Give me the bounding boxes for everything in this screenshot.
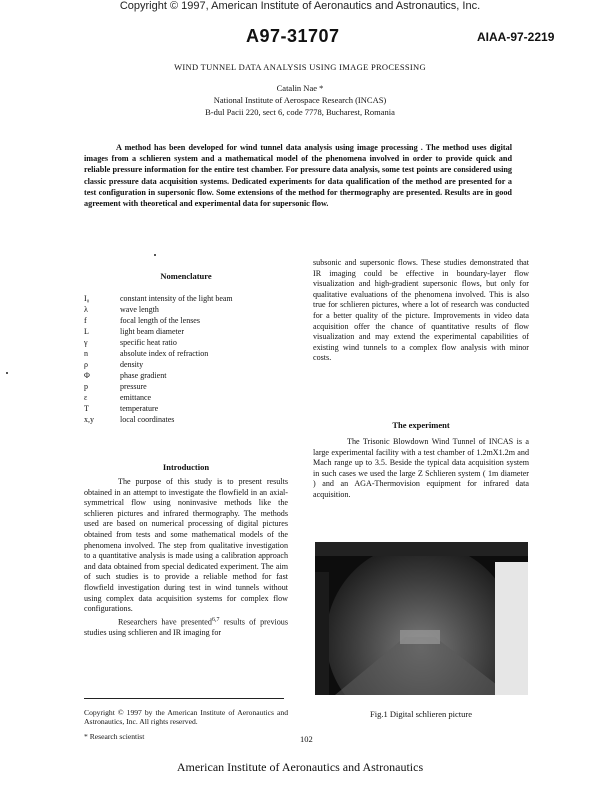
nomenclature-row [84,316,294,327]
nomenclature-row [84,360,294,371]
nomenclature-symbol: Φ [84,371,90,380]
footnote-rule [84,698,284,699]
nomenclature-symbol: x,y [84,415,94,424]
author-affiliation: National Institute of Aerospace Research (INCAS) [213,95,387,105]
nomenclature-row [84,393,294,404]
accession-number: A97-31707 [246,26,340,46]
intro-paragraph-1: The purpose of this study is to present results obtained in an attempt to investigate the flowfield in an axial-symmetrical flow using noninvasive methods like the schlieren pictures and infrared thermography. The methods used are based on numerical processing of digital pictures obtained from tests and some mathematical models of the phenomena involved. The step from qualitative investigation to a quantitative analysis is made using a calibration approach and data obtained from special dedicated experiment. The aim of such studies is to provide a reliable method for fast flowfield investigation during test in wind tunnels without using complex data acquisition systems for complex flow configurations. [84,477,288,614]
nomenclature-symbol: ρ [84,360,88,369]
author-address: B-dul Pacii 220, sect 6, code 7778, Bucharest, Romania [205,107,395,117]
copyright-header: Copyright © 1997, American Institute of Aeronautics and Astronautics, Inc. [119,0,481,12]
nomenclature-definition: local coordinates [120,415,175,424]
paper-title: WIND TUNNEL DATA ANALYSIS USING IMAGE PROCESSING [174,62,426,72]
page-number: 102 [300,734,313,744]
nomenclature-definition: focal length of the lenses [120,316,200,325]
intro-paragraph-2 [84,615,288,639]
experiment-paragraph: The Trisonic Blowdown Wind Tunnel of INCAS is a large experimental facility with a test chamber of 1.2mX1.2m and Mach range up to 3.5. Beside the typical data acquisition system in such cases we used the large Z Schlieren system ( 1m diameter ) and an AGA-Thermovision equipment for infrared data acquisition. [313,437,529,499]
nomenclature-table [84,294,294,426]
nomenclature-row [84,404,294,415]
scan-speck [154,254,156,256]
experiment-body [313,437,529,501]
citation-ref: 6,7 [211,616,220,623]
nomenclature-symbol: γ [84,338,88,347]
paper-number: AIAA-97-2219 [477,30,555,44]
nomenclature-definition: temperature [120,404,159,413]
schlieren-photo [315,542,528,695]
nomenclature-definition: constant intensity of the light beam [120,294,233,303]
col2-continuation [313,258,529,364]
nomenclature-symbol: f [84,316,87,325]
nomenclature-row [84,382,294,393]
scan-speck [6,372,8,374]
nomenclature-row [84,305,294,316]
col2-paragraph: subsonic and supersonic flows. These studies demonstrated that IR imaging could be effective in boundary-layer flow visualization and high-gradient supersonic flows, but only for qualitative evaluations of the phenomena involved. This is also true for schlieren pictures, where a lot of research was conducted for a better quality of the picture. Improvements in video data acquisition offer the chance of quantitative results of flow visualization and may extend the experimental capabilities of existing wind tunnels to a complex flow analysis with minor costs. [313,258,529,363]
nomenclature-definition: specific heat ratio [120,338,177,347]
nomenclature-row [84,338,294,349]
nomenclature-row [84,349,294,360]
nomenclature-definition: phase gradient [120,371,167,380]
nomenclature-symbol: p [84,382,88,391]
nomenclature-definition: light beam diameter [120,327,184,336]
nomenclature-definition: absolute index of refraction [120,349,209,358]
nomenclature-definition: pressure [120,382,147,391]
intro-p2-rest: results of previous studies using schlieren and IR imaging for [84,617,288,637]
nomenclature-row [84,294,294,305]
nomenclature-definition: wave length [120,305,159,314]
introduction-heading: Introduction [162,462,210,472]
nomenclature-row [84,371,294,382]
intro-p2-start: Researchers have presented [118,617,212,627]
author-name: Catalin Nae * [276,83,324,93]
introduction-body [84,477,288,639]
nomenclature-symbol: ε [84,393,88,402]
footer-publisher: American Institute of Aeronautics and Astronautics [176,760,424,774]
experiment-heading: The experiment [392,420,450,430]
nomenclature-definition: emittance [120,393,152,402]
nomenclature-symbol: I₀ [84,294,90,303]
figure-caption: Fig.1 Digital schlieren picture [370,709,472,719]
abstract: A method has been developed for wind tunnel data analysis using image processing . The method uses digital images from a schlieren system and a mathematical model of the phenomena involved in order to provide quick and reliable pressure information for the entire test chamber. For pressure data analysis, some test points are considered using classic pressure data acquisition systems. Dedicated experiments for data qualification of the method are presented for a test configuration in supersonic flow. Some extensions of the method for thermography are presented. Results are in good agreement with theoretical and experimental data for supersonic flow. [84,143,512,209]
nomenclature-row [84,327,294,338]
footnote-copyright: Copyright © 1997 by the American Institute of Aeronautics and Astronautics, Inc. All rights reserved. [84,707,288,727]
nomenclature-symbol: λ [84,305,88,314]
nomenclature-heading: Nomenclature [160,271,212,281]
footnote-author: * Research scientist [84,732,145,741]
nomenclature-row [84,415,294,426]
nomenclature-symbol: n [84,349,88,358]
nomenclature-symbol: L [84,327,89,336]
nomenclature-symbol: T [84,404,89,413]
nomenclature-definition: density [120,360,144,369]
